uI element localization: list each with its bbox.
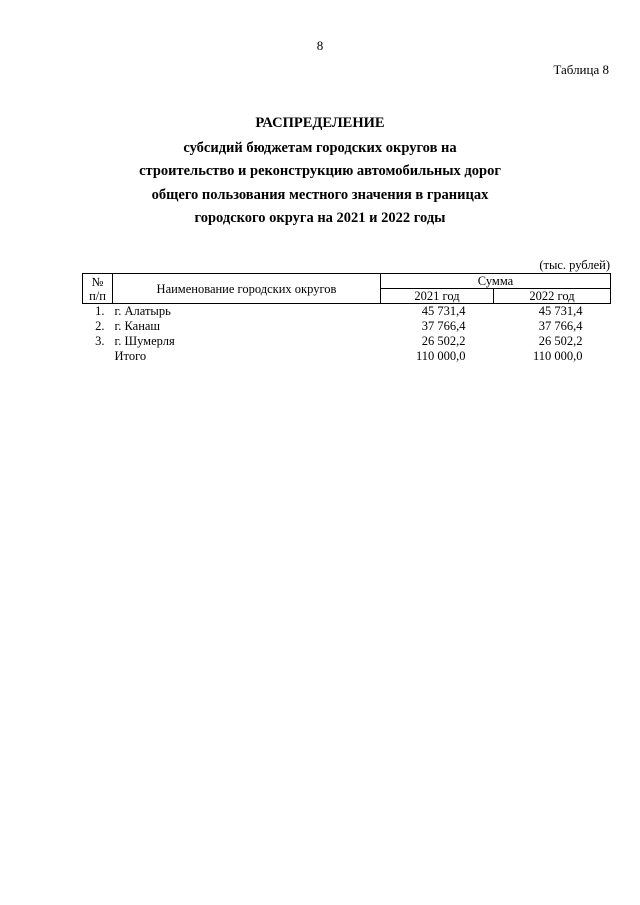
table-row — [83, 319, 611, 334]
table-row — [83, 304, 611, 320]
title-line-3: общего пользования местного значения в границах — [151, 186, 489, 203]
page-number: 8 — [316, 38, 324, 53]
row-number: 3. — [95, 334, 105, 348]
row-name: г. Алатырь — [114, 304, 171, 318]
row-number: 2. — [95, 319, 105, 333]
header-year-2021: 2021 год — [381, 289, 494, 304]
header-number-line1: № — [91, 274, 104, 289]
table-total-row — [83, 349, 611, 364]
header-name: Наименование городских округов — [113, 274, 381, 304]
title-heading: РАСПРЕДЕЛЕНИЕ — [255, 115, 385, 131]
row-value-2022: 45 731,4 — [538, 304, 583, 318]
row-value-2022: 37 766,4 — [538, 319, 583, 333]
header-year-2022: 2022 год — [494, 289, 611, 304]
document-title — [0, 112, 640, 231]
row-value-2021: 26 502,2 — [421, 334, 466, 348]
units-note: (тыс. рублей) — [539, 258, 610, 272]
title-line-4: городского округа на 2021 и 2022 годы — [194, 210, 446, 226]
row-name: г. Канаш — [114, 319, 161, 333]
title-line-1: субсидий бюджетам городских округов на — [183, 139, 457, 156]
table-label: Таблица 8 — [553, 62, 609, 77]
row-name: г. Шумерля — [114, 334, 175, 348]
header-sum: Сумма — [381, 274, 611, 289]
table-header-row — [83, 274, 611, 289]
total-value-2022: 110 000,0 — [532, 349, 583, 363]
row-number: 1. — [95, 304, 105, 318]
row-value-2022: 26 502,2 — [538, 334, 583, 348]
header-number-line2: п/п — [89, 288, 106, 303]
distribution-table — [82, 273, 611, 364]
total-number — [83, 349, 113, 364]
row-value-2021: 37 766,4 — [421, 319, 466, 333]
title-line-2: строительство и реконструкцию автомобильных дорог — [139, 163, 501, 179]
total-label: Итого — [114, 349, 147, 363]
row-value-2021: 45 731,4 — [421, 304, 466, 318]
total-value-2021: 110 000,0 — [415, 349, 466, 363]
header-number — [83, 274, 113, 304]
table-row — [83, 334, 611, 349]
